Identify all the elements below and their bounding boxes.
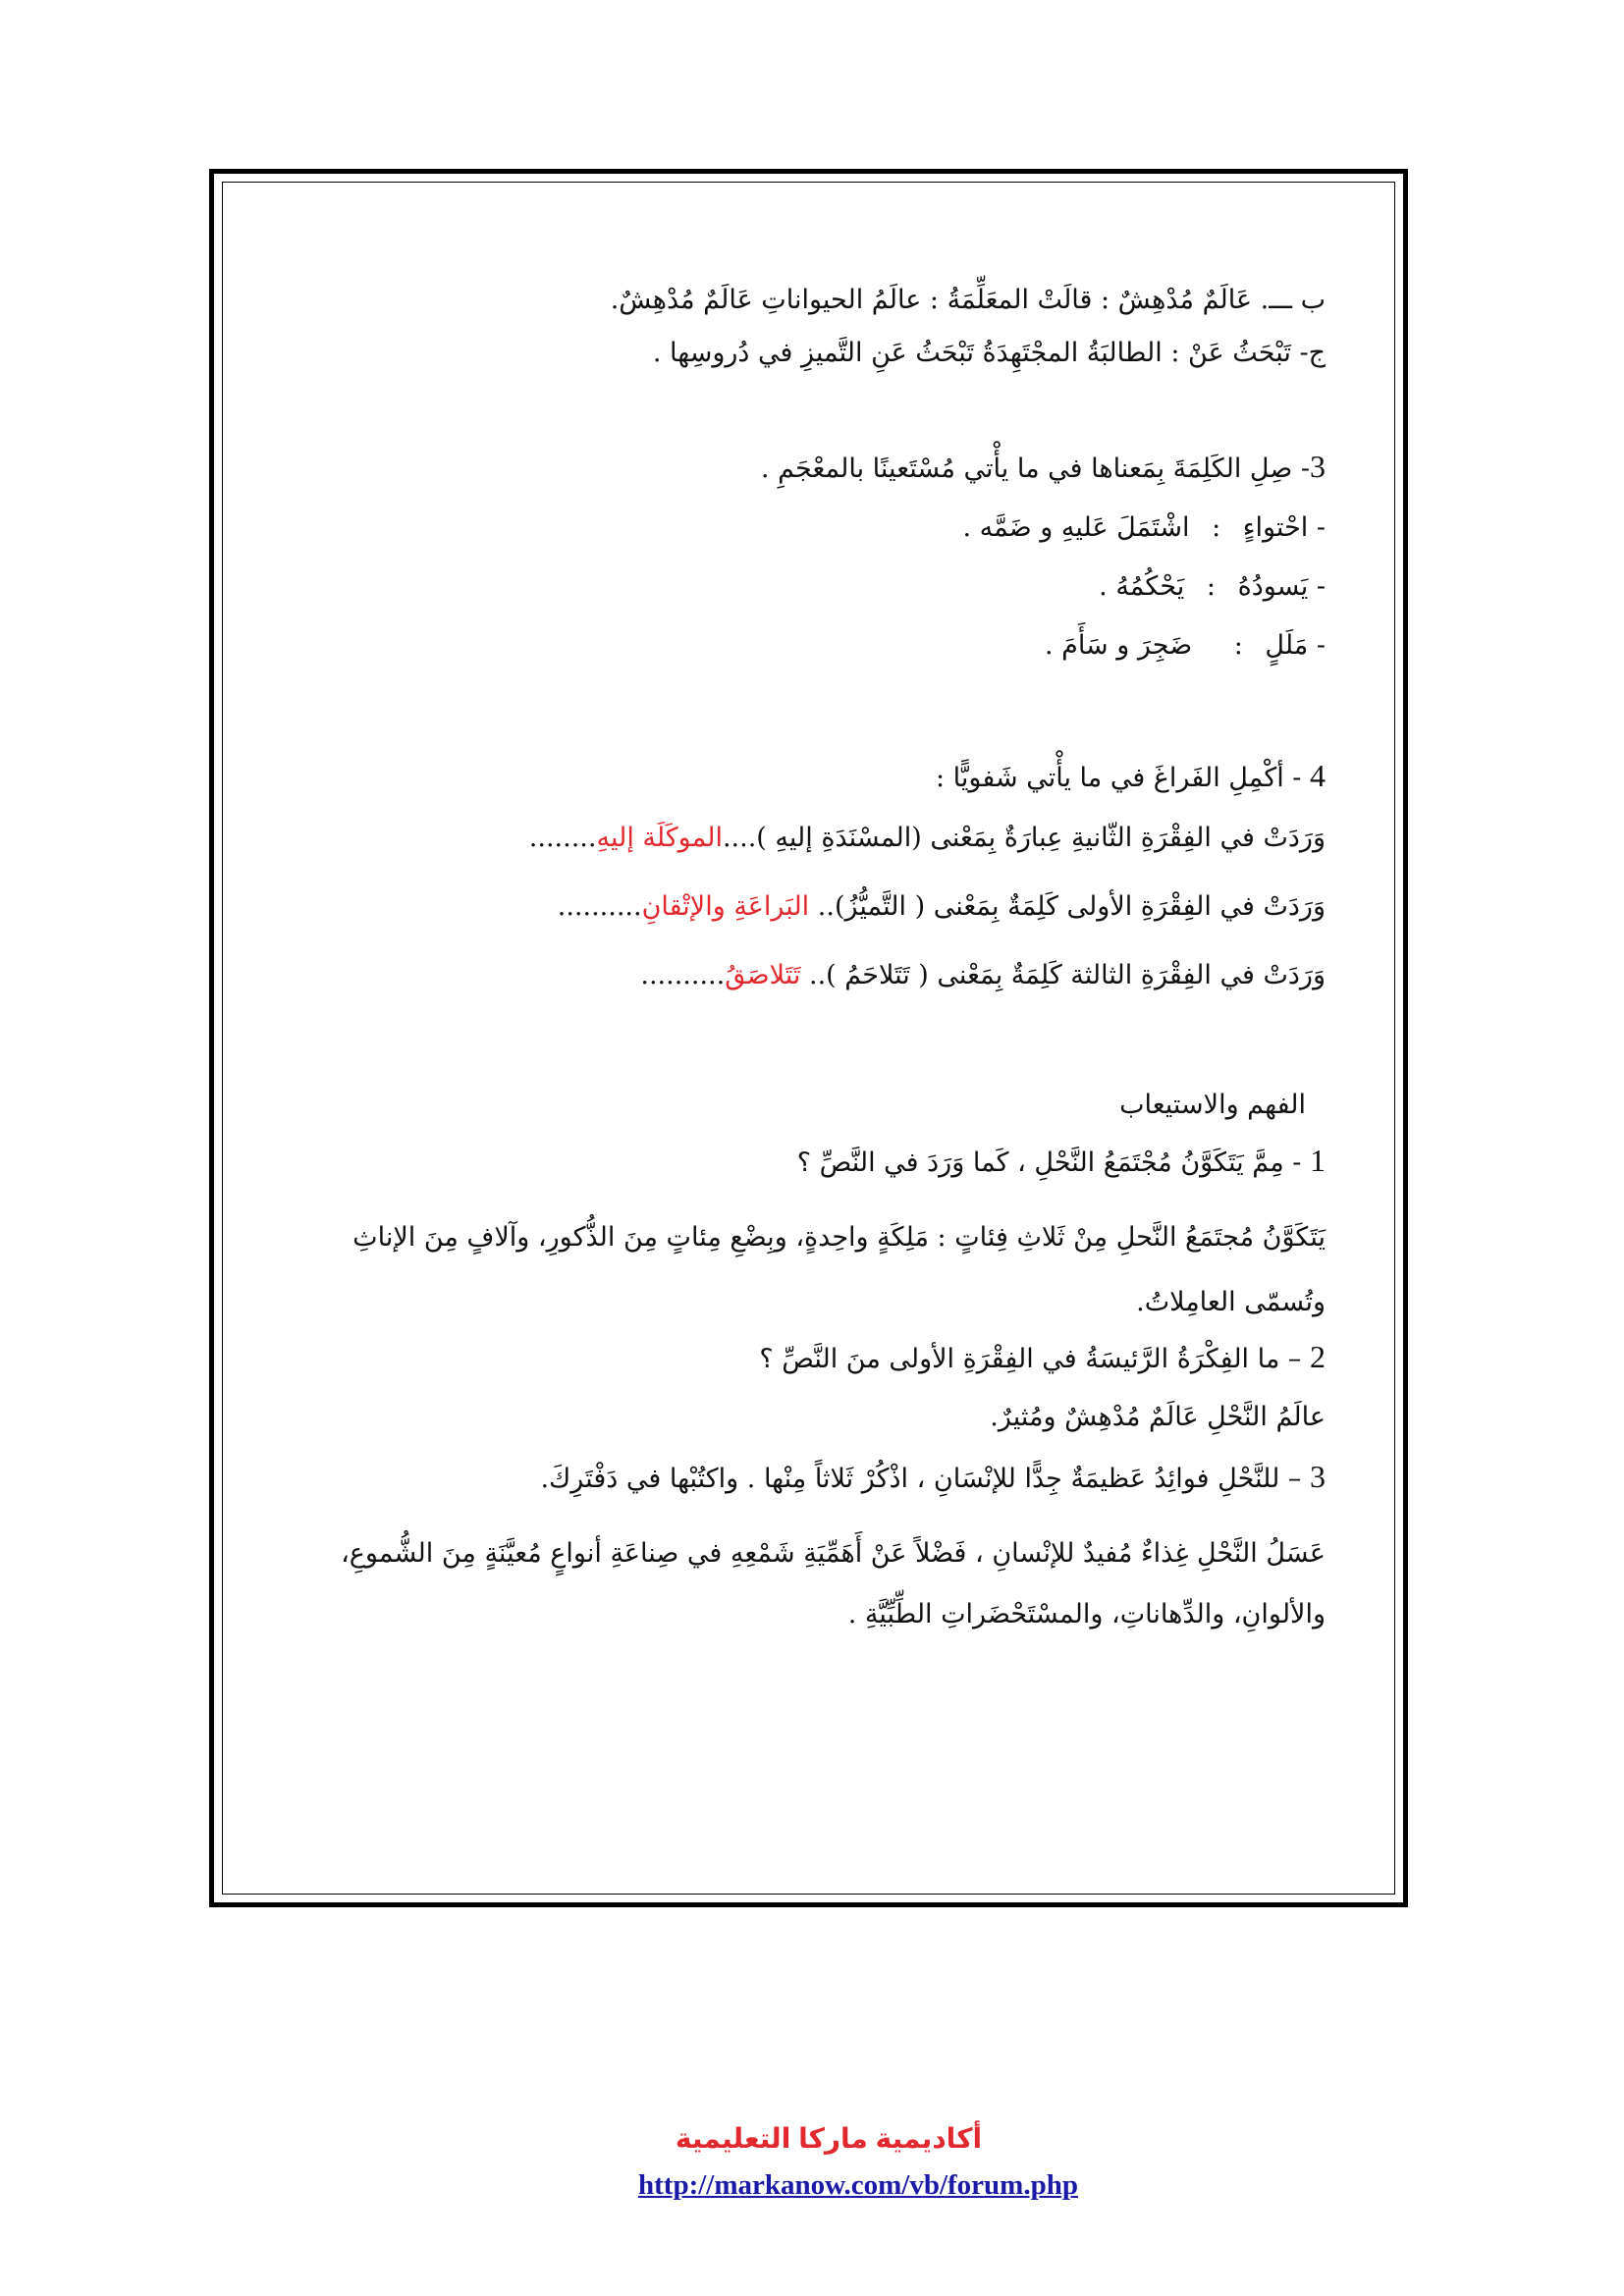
q4-row-answer: البَراعَةِ والإتْقانِ [641,891,810,922]
section-j-line: ج- تَبْحَثُ عَنْ : الطالبَةُ المجْتَهِدَةُ تَبْحَثُ عَنِ التَّميزِ في دُروسِها . [652,338,1326,368]
footer-link[interactable]: http://markanow.com/vb/forum.php [638,2169,1078,2201]
q4-row-dots: .......... [557,891,642,922]
q4-row-answer: الموكَلَة إليهِ [596,823,723,853]
q4-row-dots: ........ [528,823,597,853]
comp-q3-number: 3 [1310,1459,1326,1494]
comp-a2: عالَمُ النَّحْلِ عَالَمٌ مُدْهِشٌ ومُثيرٌ. [990,1402,1326,1432]
q4-row [640,956,1326,995]
q3-item: - احْتواءٍ : اشْتَمَلَ عَليهِ و ضَمَّه . [962,512,1326,543]
q4-row-dots: .......... [640,960,726,990]
footer-title: أكاديمية ماركا التعليمية [675,2123,983,2154]
comp-q1 [797,1141,1326,1183]
comp-a1: يَتَكَوَّنُ مُجتَمَعُ النَّحلِ مِنْ ثَلاثِ فِئاتٍ : مَلِكَةٍ واحِدةٍ، وبِضْعِ مِئاتٍ مِنَ الذُّكورِ، وآلافٍ مِنَ الإناثِ وتُسمّى العامِلاتُ. [352,1222,1326,1317]
q3-item: - يَسودُهُ : يَحْكُمُهُ . [1099,571,1326,602]
q4-title [936,756,1326,798]
comp-q3 [540,1457,1326,1499]
q3-item-sep: : [1212,512,1221,543]
q3-item-meaning: اشْتَمَلَ عَليهِ و ضَمَّه . [962,512,1190,543]
q4-row-answer: تَتَلاصَقُ [725,960,801,990]
comprehension-heading: الفهم والاستيعاب [1119,1090,1306,1120]
q4-row-text: وَرَدَتْ في الفِقْرَةِ الثالثة كَلِمَةٌ بِمَعْنى ( تَتَلاحَمُ ).. [809,960,1326,990]
q3-title [761,447,1326,489]
q3-title-text: - صِلِ الكَلِمَةَ بِمَعناها في ما يأْتي مُسْتَعينًا بالمعْجَمِ . [760,454,1310,484]
section-b-line: ب ـــ. عَالَمٌ مُدْهِشٌ : قالَتْ المعَلِّمَةُ : عالَمُ الحيواناتِ عَالَمٌ مُدْهِشٌ. [610,285,1326,315]
comp-q3-text: – للنَّحْلِ فوائِدُ عَظيمَةٌ جِدًّا للإنْسَانِ ، اذْكُرْ ثَلاثاً مِنْها . واكتُبْها في دَفْتَرِكَ. [540,1464,1310,1494]
page-border-frame [209,169,1408,1907]
q4-row [558,887,1326,927]
comp-a3: عَسَلُ النَّحْلِ غِذاءٌ مُفيدٌ للإنْسانِ ، فَضْلاً عَنْ أَهَمِّيَةِ شَمْعِهِ في صِناعَةِ أنواعٍ مُعيَّنَةٍ مِنَ الشُّموعِ، والألوانِ، والدِّهاناتِ، والمسْتَحْضَراتِ الطِّبِّيَّةِ . [341,1538,1326,1629]
q4-number: 4 [1310,758,1326,793]
q4-row-text: وَرَدَتْ في الفِقْرَةِ الأولى كَلِمَةٌ بِمَعْنى ( التَّميُّزُ).. [817,891,1326,922]
comp-q2 [759,1337,1326,1379]
q3-item-word: مَلَلٍ [1265,630,1309,661]
comp-q1-text: - مِمَّ يَتَكَوَّنُ مُجْتَمَعُ النَّحْلِ ، كَما وَرَدَ في النَّصِّ ؟ [796,1148,1310,1178]
q3-item-word: يَسودُهُ [1237,571,1309,602]
q4-row-text: وَرَدَتْ في الفِقْرَةِ الثّانيةِ عِبارَةٌ بِمَعْنى (المسْنَدَةِ إليهِ ).... [722,823,1326,853]
q3-item-word: احْتواءٍ [1242,512,1309,543]
q3-item-sep: : [1233,630,1243,661]
q3-item: - مَلَلٍ : ضَجِرَ و سَأَمَ . [1044,630,1326,661]
q4-title-text: - أكْمِلِ الفَراغَ في ما يأْتي شَفويًّا : [935,763,1302,793]
q4-row [529,819,1326,858]
q3-item-sep: : [1206,571,1216,602]
comp-q2-number: 2 [1310,1339,1326,1374]
q3-number: 3 [1310,449,1326,484]
comp-q2-text: – ما الفِكْرَةُ الرَّئيسَةُ في الفِقْرَةِ الأولى منَ النَّصِّ ؟ [759,1344,1310,1374]
comp-q1-number: 1 [1310,1143,1326,1178]
q3-item-meaning: يَحْكُمُهُ . [1099,571,1185,602]
q3-item-meaning: ضَجِرَ و سَأَمَ . [1044,630,1193,661]
